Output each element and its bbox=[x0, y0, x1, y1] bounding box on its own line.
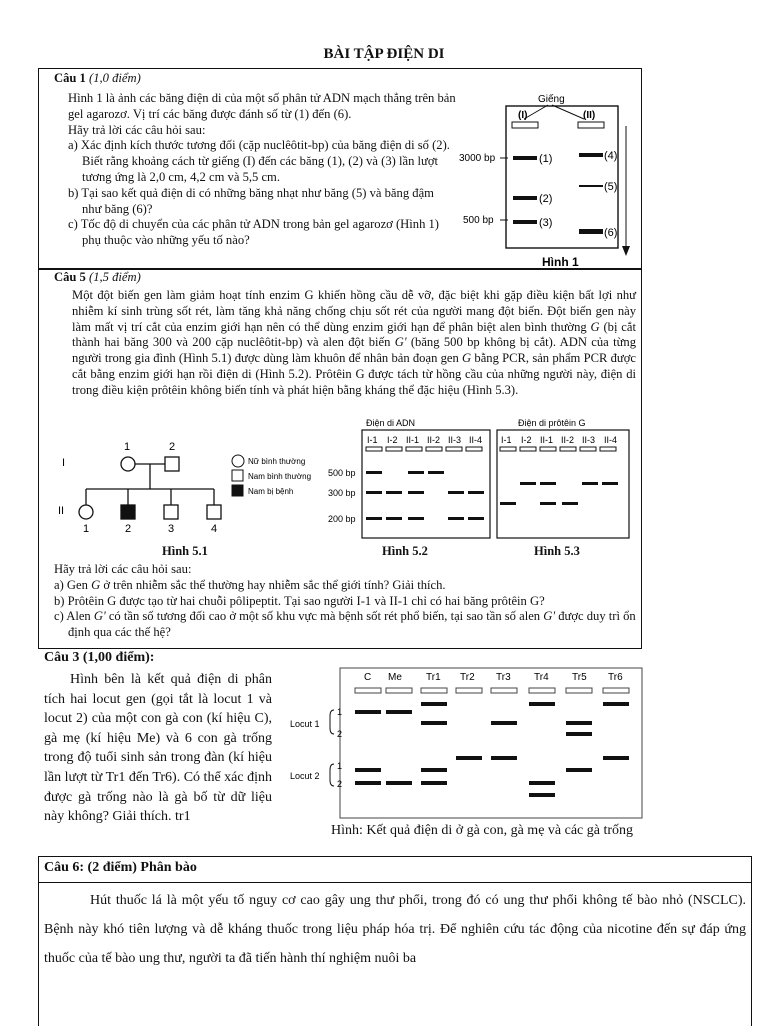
svg-text:2: 2 bbox=[337, 729, 343, 739]
pedigree-I-1 bbox=[121, 457, 135, 471]
well-1 bbox=[512, 122, 538, 128]
svg-text:(3): (3) bbox=[539, 217, 553, 229]
well-2-label: (II) bbox=[583, 110, 596, 121]
marker-500: 500 bp bbox=[463, 215, 494, 226]
well-2 bbox=[578, 122, 604, 128]
svg-text:II-1: II-1 bbox=[540, 435, 554, 445]
svg-text:I-1: I-1 bbox=[501, 435, 512, 445]
svg-text:II-2: II-2 bbox=[427, 435, 441, 445]
svg-text:Nam bình thường: Nam bình thường bbox=[248, 472, 312, 481]
svg-text:Nữ bình thường: Nữ bình thường bbox=[248, 457, 306, 466]
question-6-heading: Câu 6: (2 điểm) Phân bào bbox=[44, 860, 197, 875]
marker-3000: 3000 bp bbox=[459, 153, 496, 164]
svg-text:I: I bbox=[62, 457, 66, 469]
svg-text:1: 1 bbox=[83, 523, 90, 535]
svg-text:I-2: I-2 bbox=[521, 435, 532, 445]
question-5-b: b) Prôtêin G được tạo từ hai chuỗi pôlipeptit. Tại sao người I-1 và II-1 chỉ có hai băng prôtêin G? bbox=[54, 593, 545, 608]
question-1-b: b) Tại sao kết quả điện di có những băng nhạt như băng (5) và băng đậm như băng (6)? bbox=[68, 185, 434, 216]
figure-5-2-caption: Hình 5.2 bbox=[382, 544, 428, 558]
question-6-heading-divider bbox=[38, 882, 752, 883]
svg-text:Tr2: Tr2 bbox=[460, 672, 475, 683]
svg-text:Locut 2: Locut 2 bbox=[290, 771, 320, 781]
legend-female-icon bbox=[232, 455, 244, 467]
svg-text:II-1: II-1 bbox=[406, 435, 420, 445]
band-3 bbox=[513, 220, 537, 224]
svg-text:500 bp: 500 bp bbox=[328, 468, 356, 478]
question-3-text: Hình bên là kết quả điện di phân tích hai locut gen (gọi tắt là locut 1 và locut 2) của một con gà con (kí hiệu C), gà mẹ (kí hiệu Me) và 6 con gà trống trong độ tuổi sinh sản trong đàn (kí hiệu lần lượt từ Tr1 đến Tr6). Có thể xác định được gà trống nào là gà bố từ dữ liệu này không? Giải thích. tr1 bbox=[44, 672, 272, 825]
svg-text:Locut 1: Locut 1 bbox=[290, 719, 320, 729]
svg-text:(6): (6) bbox=[604, 227, 618, 239]
svg-text:4: 4 bbox=[211, 523, 218, 535]
question-1-a: a) Xác định kích thước tương đối (cặp nuclêôtit-bp) của băng điện di số (2). Biết rằng khoảng cách từ giếng (I) đến các băng (1), (2) và (3) lần lượt tương ứng là 2,0 cm, 4,2 cm và 5,5 cm. bbox=[68, 138, 450, 184]
question-1-ask: Hãy trả lời các câu hỏi sau: bbox=[68, 122, 206, 137]
svg-text:I-1: I-1 bbox=[367, 435, 378, 445]
page-title: BÀI TẬP ĐIỆN DI bbox=[323, 46, 445, 62]
question-1-heading: Câu 1 (1,0 điểm) bbox=[54, 71, 141, 85]
svg-text:3: 3 bbox=[168, 523, 175, 535]
svg-text:I-2: I-2 bbox=[387, 435, 398, 445]
question-3-heading: Câu 3 (1,00 điểm): bbox=[44, 650, 155, 665]
svg-text:Điện di prôtêin G: Điện di prôtêin G bbox=[518, 418, 586, 428]
band-2 bbox=[513, 196, 537, 200]
pedigree-II-3 bbox=[164, 505, 178, 519]
svg-text:200 bp: 200 bp bbox=[328, 514, 356, 524]
question-3-caption: Hình: Kết quả điện di ở gà con, gà mẹ và các gà trống bbox=[330, 823, 634, 838]
svg-text:2: 2 bbox=[337, 779, 343, 789]
svg-text:II-4: II-4 bbox=[469, 435, 483, 445]
figure-1-caption: Hình 1 bbox=[542, 255, 579, 269]
svg-text:(2): (2) bbox=[539, 193, 553, 205]
pedigree-II-4 bbox=[207, 505, 221, 519]
band-1 bbox=[513, 156, 537, 160]
svg-text:II-4: II-4 bbox=[604, 435, 618, 445]
svg-text:C: C bbox=[364, 672, 372, 683]
svg-text:II: II bbox=[58, 505, 65, 517]
svg-text:1: 1 bbox=[337, 707, 343, 717]
question-5-a: a) Gen G ở trên nhiễm sắc thể thường hay nhiễm sắc thể giới tính? Giải thích. bbox=[54, 577, 446, 592]
pedigree-chart bbox=[52, 434, 327, 544]
svg-text:Tr1: Tr1 bbox=[426, 672, 441, 683]
pedigree-I-2 bbox=[165, 457, 179, 471]
svg-text:II-3: II-3 bbox=[582, 435, 596, 445]
svg-text:(4): (4) bbox=[604, 150, 618, 162]
svg-text:(5): (5) bbox=[604, 181, 618, 193]
svg-text:II-2: II-2 bbox=[561, 435, 575, 445]
svg-text:1: 1 bbox=[124, 441, 131, 453]
svg-text:(1): (1) bbox=[539, 153, 553, 165]
svg-text:2: 2 bbox=[125, 523, 132, 535]
question-1-c: c) Tốc độ di chuyển của các phân tử ADN trong bản gel agarozơ (Hình 1) phụ thuộc vào những yếu tố nào? bbox=[68, 217, 439, 248]
svg-text:1: 1 bbox=[337, 761, 343, 771]
svg-text:Điện di ADN: Điện di ADN bbox=[366, 418, 416, 428]
legend-affected-icon bbox=[232, 485, 243, 496]
svg-text:Tr4: Tr4 bbox=[534, 672, 549, 683]
svg-text:Me: Me bbox=[388, 672, 402, 683]
question-6-text: Hút thuốc lá là một yếu tố nguy cơ cao gây ung thư phổi, trong đó có ung thư phổi không tế bào nhỏ (NSCLC). Bệnh này khó tiên lượng và dễ kháng thuốc trong liệu pháp hóa trị. Để nghiên cứu tác động của nicotine đến sự đáp ứng thuốc của tế bào ung thư, người ta đã tiến hành thí nghiệm nuôi ba bbox=[44, 893, 746, 966]
pedigree-II-1 bbox=[79, 505, 93, 519]
question-5-questions: Hãy trả lời các câu hỏi sau: a) Gen G ở trên nhiễm sắc thể thường hay nhiễm sắc thể giới tính? Giải thích. b) Prôtêin G được tạo từ hai chuỗi pôlipeptit. Tại sao người I-1 và II-1 chỉ có hai băng prôtêin G? c) Alen G' có tần số tương đối cao ở một số khu vực mà bệnh sốt rét phổ biến, tại sao tần số alen G' được duy trì ổn định qua các thế hệ? bbox=[54, 562, 638, 641]
legend-male-icon bbox=[232, 470, 243, 481]
svg-text:II-3: II-3 bbox=[448, 435, 462, 445]
question-5-c: c) Alen G' có tần số tương đối cao ở một số khu vực mà bệnh sốt rét phổ biến, tại sao tần số alen G' được duy trì ổn định qua các thế hệ? bbox=[54, 609, 636, 640]
band-5 bbox=[579, 185, 603, 187]
figure-5-1-caption: Hình 5.1 bbox=[162, 544, 208, 558]
figure-5-3-caption: Hình 5.3 bbox=[534, 544, 580, 558]
band-6 bbox=[579, 229, 603, 234]
svg-text:2: 2 bbox=[169, 441, 176, 453]
svg-text:Tr6: Tr6 bbox=[608, 672, 623, 683]
pedigree-II-2 bbox=[121, 505, 135, 519]
dna-gel bbox=[326, 416, 494, 540]
question-5-heading: Câu 5 (1,5 điểm) bbox=[54, 270, 141, 284]
protein-gel bbox=[496, 416, 632, 540]
wells-label: Giếng bbox=[538, 94, 565, 105]
svg-text:300 bp: 300 bp bbox=[328, 488, 356, 498]
question-5-intro: Một đột biến gen làm giảm hoạt tính enzim G khiến hồng cầu dễ vỡ, đặc biệt khi gặp điều kiện bất lợi như nhiễm kí sinh trùng sốt rét, làm tăng khả năng chống chịu sốt rét của người mang đột biến. Đột biến gen này làm mất vị trí cắt của enzim giới hạn nên có thể dùng enzim giới hạn để phân biệt alen bình thường G (bị cắt thành hai băng 300 và 200 cặp nuclêôtit-bp) và alen đột biến G' (băng 500 bp không bị cắt). ADN của từng người trong gia đình (Hình 5.1) được dùng làm khuôn để nhân bản đoạn gen G bằng PCR, sản phẩm PCR được cắt bằng enzim giới hạn rồi điện di (Hình 5.2). Prôtêin G được tách từ hồng cầu của những người này, điện di trong điều kiện prôtêin không biến tính và phát hiện bằng kháng thể đặc hiệu (Hình 5.3). bbox=[72, 288, 636, 397]
question-1-intro: Hình 1 là ảnh các băng điện di của một số phân tử ADN mạch thẳng trên bản gel agarozơ. Vị trí các băng được đánh số từ (1) đến (6). bbox=[68, 91, 456, 121]
well-1-label: (I) bbox=[518, 110, 528, 121]
svg-text:Tr5: Tr5 bbox=[572, 672, 587, 683]
figure-1-gel bbox=[456, 86, 638, 270]
band-4 bbox=[579, 153, 603, 157]
svg-text:Tr3: Tr3 bbox=[496, 672, 511, 683]
chicken-gel bbox=[290, 666, 646, 820]
question-1-body bbox=[68, 91, 456, 249]
svg-text:Nam bị bệnh: Nam bị bệnh bbox=[248, 487, 294, 496]
